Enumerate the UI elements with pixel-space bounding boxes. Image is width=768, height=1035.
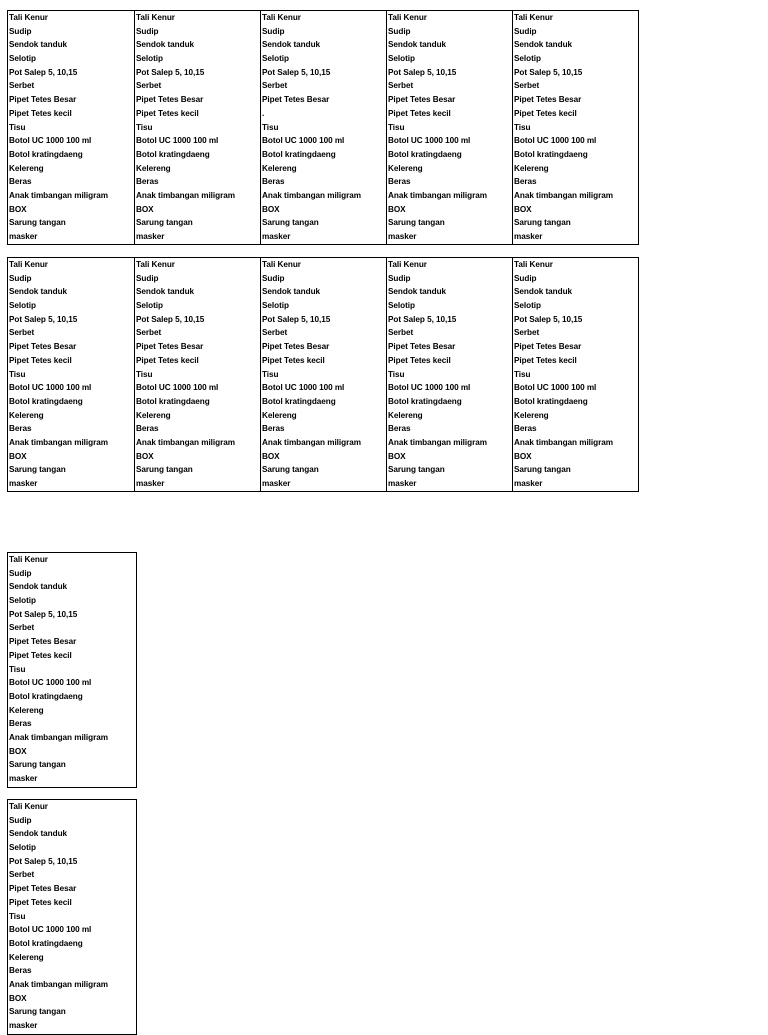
item-line: Anak timbangan miligram xyxy=(262,437,361,447)
label-cell xyxy=(8,800,135,1034)
item-line: Beras xyxy=(9,424,32,434)
item-line: masker xyxy=(9,232,38,241)
item-line: masker xyxy=(262,479,291,488)
label-cell xyxy=(8,553,135,787)
item-line: Pipet Tetes kecil xyxy=(136,108,199,118)
item-line: masker xyxy=(388,479,417,488)
item-line: Kelereng xyxy=(136,163,171,173)
item-line: Anak timbangan miligram xyxy=(9,190,108,200)
item-line: Anak timbangan miligram xyxy=(388,437,487,447)
item-line: Kelereng xyxy=(9,163,44,173)
item-line: Sudip xyxy=(388,273,411,283)
item-line: Pipet Tetes kecil xyxy=(9,355,72,365)
item-line: Sudip xyxy=(9,815,32,825)
item-line: Sendok tanduk xyxy=(136,40,195,50)
item-line: Tisu xyxy=(9,369,26,379)
label-cell xyxy=(8,11,134,244)
item-line: Sarung tangan xyxy=(514,218,571,228)
item-line: Beras xyxy=(262,177,285,187)
item-line: masker xyxy=(136,232,165,241)
label-cell xyxy=(134,11,260,244)
item-line: Botol UC 1000 100 ml xyxy=(9,925,92,935)
item-line: Pipet Tetes Besar xyxy=(388,95,456,105)
item-line: Botol kratingdaeng xyxy=(514,396,588,406)
item-line: Pot Salep 5, 10,15 xyxy=(9,609,78,619)
label-cell xyxy=(386,11,512,244)
item-line: Serbet xyxy=(388,81,414,91)
item-line: Anak timbangan miligram xyxy=(388,190,487,200)
item-line: Selotip xyxy=(9,301,36,311)
item-line: Pot Salep 5, 10,15 xyxy=(262,314,331,324)
item-line: Tali Kenur xyxy=(388,260,427,269)
item-line: Sendok tanduk xyxy=(136,287,195,297)
item-line: Sudip xyxy=(262,26,285,36)
item-line: Pipet Tetes kecil xyxy=(388,355,451,365)
item-line: masker xyxy=(9,1021,38,1030)
item-line: Botol kratingdaeng xyxy=(388,149,462,159)
item-line: Serbet xyxy=(262,81,288,91)
item-line: Kelereng xyxy=(136,410,171,420)
label-cell xyxy=(134,258,260,491)
label-block-single-1 xyxy=(7,552,137,788)
item-line: Sendok tanduk xyxy=(514,287,573,297)
item-line: Pipet Tetes kecil xyxy=(9,650,72,660)
item-line: Sudip xyxy=(9,273,32,283)
item-line: Sendok tanduk xyxy=(262,40,321,50)
label-cell xyxy=(386,258,512,491)
item-line: Sarung tangan xyxy=(136,465,193,475)
item-line: Pipet Tetes Besar xyxy=(9,342,77,352)
item-line: Kelereng xyxy=(9,952,44,962)
label-cell xyxy=(260,258,386,491)
item-line: Kelereng xyxy=(388,410,423,420)
item-line: Pipet Tetes kecil xyxy=(514,355,577,365)
item-line: Sudip xyxy=(136,26,159,36)
item-line: BOX xyxy=(514,451,532,461)
item-line: Sendok tanduk xyxy=(514,40,573,50)
item-line: Anak timbangan miligram xyxy=(136,437,235,447)
item-line: BOX xyxy=(136,204,154,214)
item-line: masker xyxy=(514,479,543,488)
item-line: Sendok tanduk xyxy=(388,287,447,297)
item-line: Botol kratingdaeng xyxy=(136,149,210,159)
item-line: Tali Kenur xyxy=(136,13,175,22)
item-line: Sendok tanduk xyxy=(388,40,447,50)
item-line: Sarung tangan xyxy=(136,218,193,228)
item-line: Tisu xyxy=(9,664,26,674)
item-line: Sudip xyxy=(514,273,537,283)
item-line: Kelereng xyxy=(514,410,549,420)
item-line: Serbet xyxy=(136,328,162,338)
item-line: masker xyxy=(9,479,38,488)
item-line: Tali Kenur xyxy=(136,260,175,269)
item-line: Sendok tanduk xyxy=(262,287,321,297)
item-line: Pot Salep 5, 10,15 xyxy=(262,67,331,77)
item-line: Sendok tanduk xyxy=(9,829,68,839)
item-line: Beras xyxy=(514,424,537,434)
item-line: masker xyxy=(136,479,165,488)
item-line: Beras xyxy=(9,966,32,976)
item-line: Sarung tangan xyxy=(388,465,445,475)
item-line: . xyxy=(262,108,265,118)
item-line: Tali Kenur xyxy=(262,260,301,269)
item-line: Tisu xyxy=(514,122,531,132)
item-line: Beras xyxy=(136,424,159,434)
item-line: Tali Kenur xyxy=(262,13,301,22)
item-line: Pipet Tetes Besar xyxy=(262,342,330,352)
item-line: Kelereng xyxy=(262,163,297,173)
item-line: Botol UC 1000 100 ml xyxy=(262,383,345,393)
label-cell xyxy=(512,11,638,244)
item-line: Anak timbangan miligram xyxy=(514,190,613,200)
item-line: Serbet xyxy=(136,81,162,91)
item-line: Anak timbangan miligram xyxy=(9,732,108,742)
item-line: Anak timbangan miligram xyxy=(136,190,235,200)
item-line: Botol kratingdaeng xyxy=(9,396,83,406)
item-line: Anak timbangan miligram xyxy=(262,190,361,200)
item-line: Tisu xyxy=(9,122,26,132)
item-line: Botol kratingdaeng xyxy=(9,938,83,948)
item-line: Sarung tangan xyxy=(514,465,571,475)
item-line: Selotip xyxy=(9,843,36,853)
item-line: Sarung tangan xyxy=(388,218,445,228)
item-line: Anak timbangan miligram xyxy=(9,437,108,447)
item-line: Tisu xyxy=(514,369,531,379)
item-line: Pot Salep 5, 10,15 xyxy=(9,856,78,866)
item-line: Pipet Tetes Besar xyxy=(514,95,582,105)
item-line: Sendok tanduk xyxy=(9,582,68,592)
item-line: Tisu xyxy=(9,911,26,921)
item-line: Pot Salep 5, 10,15 xyxy=(9,67,78,77)
item-line: Pot Salep 5, 10,15 xyxy=(9,314,78,324)
item-line: masker xyxy=(514,232,543,241)
item-line: Serbet xyxy=(514,81,540,91)
item-line: Tali Kenur xyxy=(9,13,48,22)
item-line: Serbet xyxy=(9,81,35,91)
item-line: masker xyxy=(9,774,38,783)
item-line: Tali Kenur xyxy=(514,260,553,269)
item-line: Pot Salep 5, 10,15 xyxy=(136,314,205,324)
item-line: Pipet Tetes Besar xyxy=(9,637,77,647)
item-line: Botol UC 1000 100 ml xyxy=(262,136,345,146)
item-line: Tisu xyxy=(262,369,279,379)
label-block-single-2 xyxy=(7,799,137,1035)
item-line: Selotip xyxy=(136,301,163,311)
item-line: Tali Kenur xyxy=(514,13,553,22)
label-cell xyxy=(8,258,134,491)
item-line: Serbet xyxy=(514,328,540,338)
label-block-row-1 xyxy=(7,10,639,245)
item-line: Selotip xyxy=(388,54,415,64)
item-line: Kelereng xyxy=(514,163,549,173)
item-line: Sendok tanduk xyxy=(9,40,68,50)
item-line: Sudip xyxy=(136,273,159,283)
item-line: BOX xyxy=(9,993,27,1003)
item-line: Beras xyxy=(136,177,159,187)
item-line: masker xyxy=(388,232,417,241)
item-line: Botol UC 1000 100 ml xyxy=(136,136,219,146)
item-line: Pipet Tetes Besar xyxy=(9,95,77,105)
item-line: Tali Kenur xyxy=(388,13,427,22)
item-line: Pipet Tetes Besar xyxy=(136,342,204,352)
item-line: Sudip xyxy=(514,26,537,36)
item-line: Pipet Tetes kecil xyxy=(262,355,325,365)
item-line: Selotip xyxy=(262,54,289,64)
item-line: Beras xyxy=(9,177,32,187)
item-line: Botol UC 1000 100 ml xyxy=(9,383,92,393)
item-line: Sarung tangan xyxy=(9,760,66,770)
item-line: Selotip xyxy=(136,54,163,64)
item-line: Sudip xyxy=(9,26,32,36)
item-line: BOX xyxy=(514,204,532,214)
item-line: Botol kratingdaeng xyxy=(262,149,336,159)
item-line: Tisu xyxy=(262,122,279,132)
item-line: Sarung tangan xyxy=(9,1007,66,1017)
item-line: Kelereng xyxy=(388,163,423,173)
item-line: Kelereng xyxy=(262,410,297,420)
item-line: Kelereng xyxy=(9,410,44,420)
item-line: Pot Salep 5, 10,15 xyxy=(388,67,457,77)
item-line: Sendok tanduk xyxy=(9,287,68,297)
item-line: Pipet Tetes Besar xyxy=(136,95,204,105)
item-line: Selotip xyxy=(9,596,36,606)
item-line: Sudip xyxy=(9,568,32,578)
item-line: Beras xyxy=(388,424,411,434)
item-line: Botol UC 1000 100 ml xyxy=(9,678,92,688)
label-cell xyxy=(260,11,386,244)
item-line: Pot Salep 5, 10,15 xyxy=(514,67,583,77)
item-line: Botol UC 1000 100 ml xyxy=(514,136,597,146)
item-line: Sarung tangan xyxy=(9,218,66,228)
item-line: BOX xyxy=(136,451,154,461)
item-line: Pipet Tetes kecil xyxy=(136,355,199,365)
item-line: Pipet Tetes kecil xyxy=(9,108,72,118)
item-line: Tisu xyxy=(136,369,153,379)
item-line: Anak timbangan miligram xyxy=(9,979,108,989)
item-line: BOX xyxy=(388,451,406,461)
item-line: Tisu xyxy=(388,369,405,379)
label-block-row-2 xyxy=(7,257,639,492)
item-line: masker xyxy=(262,232,291,241)
item-line: Pipet Tetes kecil xyxy=(9,897,72,907)
item-line: Pot Salep 5, 10,15 xyxy=(514,314,583,324)
item-line: BOX xyxy=(9,204,27,214)
item-line: Serbet xyxy=(9,870,35,880)
item-line: Sudip xyxy=(262,273,285,283)
item-line: Botol UC 1000 100 ml xyxy=(9,136,92,146)
item-line: Botol UC 1000 100 ml xyxy=(388,383,471,393)
item-line: Serbet xyxy=(388,328,414,338)
item-line: BOX xyxy=(9,451,27,461)
item-line: Serbet xyxy=(9,623,35,633)
item-line: Pipet Tetes Besar xyxy=(514,342,582,352)
item-line: BOX xyxy=(388,204,406,214)
item-line: Kelereng xyxy=(9,705,44,715)
item-line: Pipet Tetes kecil xyxy=(514,108,577,118)
item-line: Pipet Tetes Besar xyxy=(262,95,330,105)
item-line: Botol kratingdaeng xyxy=(262,396,336,406)
item-line: Botol kratingdaeng xyxy=(514,149,588,159)
item-line: Botol UC 1000 100 ml xyxy=(136,383,219,393)
item-line: Pot Salep 5, 10,15 xyxy=(388,314,457,324)
item-line: Sarung tangan xyxy=(262,218,319,228)
item-line: Beras xyxy=(388,177,411,187)
item-line: Botol kratingdaeng xyxy=(136,396,210,406)
item-line: Anak timbangan miligram xyxy=(514,437,613,447)
item-line: Tali Kenur xyxy=(9,802,48,811)
item-line: Botol kratingdaeng xyxy=(9,691,83,701)
item-line: Selotip xyxy=(514,54,541,64)
item-line: Beras xyxy=(262,424,285,434)
item-line: Selotip xyxy=(9,54,36,64)
item-line: BOX xyxy=(262,204,280,214)
item-line: Sarung tangan xyxy=(9,465,66,475)
item-line: Pot Salep 5, 10,15 xyxy=(136,67,205,77)
item-line: Beras xyxy=(514,177,537,187)
item-line: Tali Kenur xyxy=(9,555,48,564)
item-line: Pipet Tetes Besar xyxy=(388,342,456,352)
item-line: BOX xyxy=(262,451,280,461)
item-line: Beras xyxy=(9,719,32,729)
item-line: Serbet xyxy=(9,328,35,338)
item-line: Pipet Tetes kecil xyxy=(388,108,451,118)
item-line: Botol UC 1000 100 ml xyxy=(514,383,597,393)
item-line: Botol UC 1000 100 ml xyxy=(388,136,471,146)
item-line: Selotip xyxy=(262,301,289,311)
item-line: Pipet Tetes Besar xyxy=(9,884,77,894)
item-line: Serbet xyxy=(262,328,288,338)
label-cell xyxy=(512,258,638,491)
item-line: Botol kratingdaeng xyxy=(9,149,83,159)
item-line: BOX xyxy=(9,746,27,756)
item-line: Selotip xyxy=(388,301,415,311)
item-line: Sudip xyxy=(388,26,411,36)
item-line: Selotip xyxy=(514,301,541,311)
item-line: Tisu xyxy=(388,122,405,132)
item-line: Tisu xyxy=(136,122,153,132)
item-line: Sarung tangan xyxy=(262,465,319,475)
item-line: Tali Kenur xyxy=(9,260,48,269)
item-line: Botol kratingdaeng xyxy=(388,396,462,406)
